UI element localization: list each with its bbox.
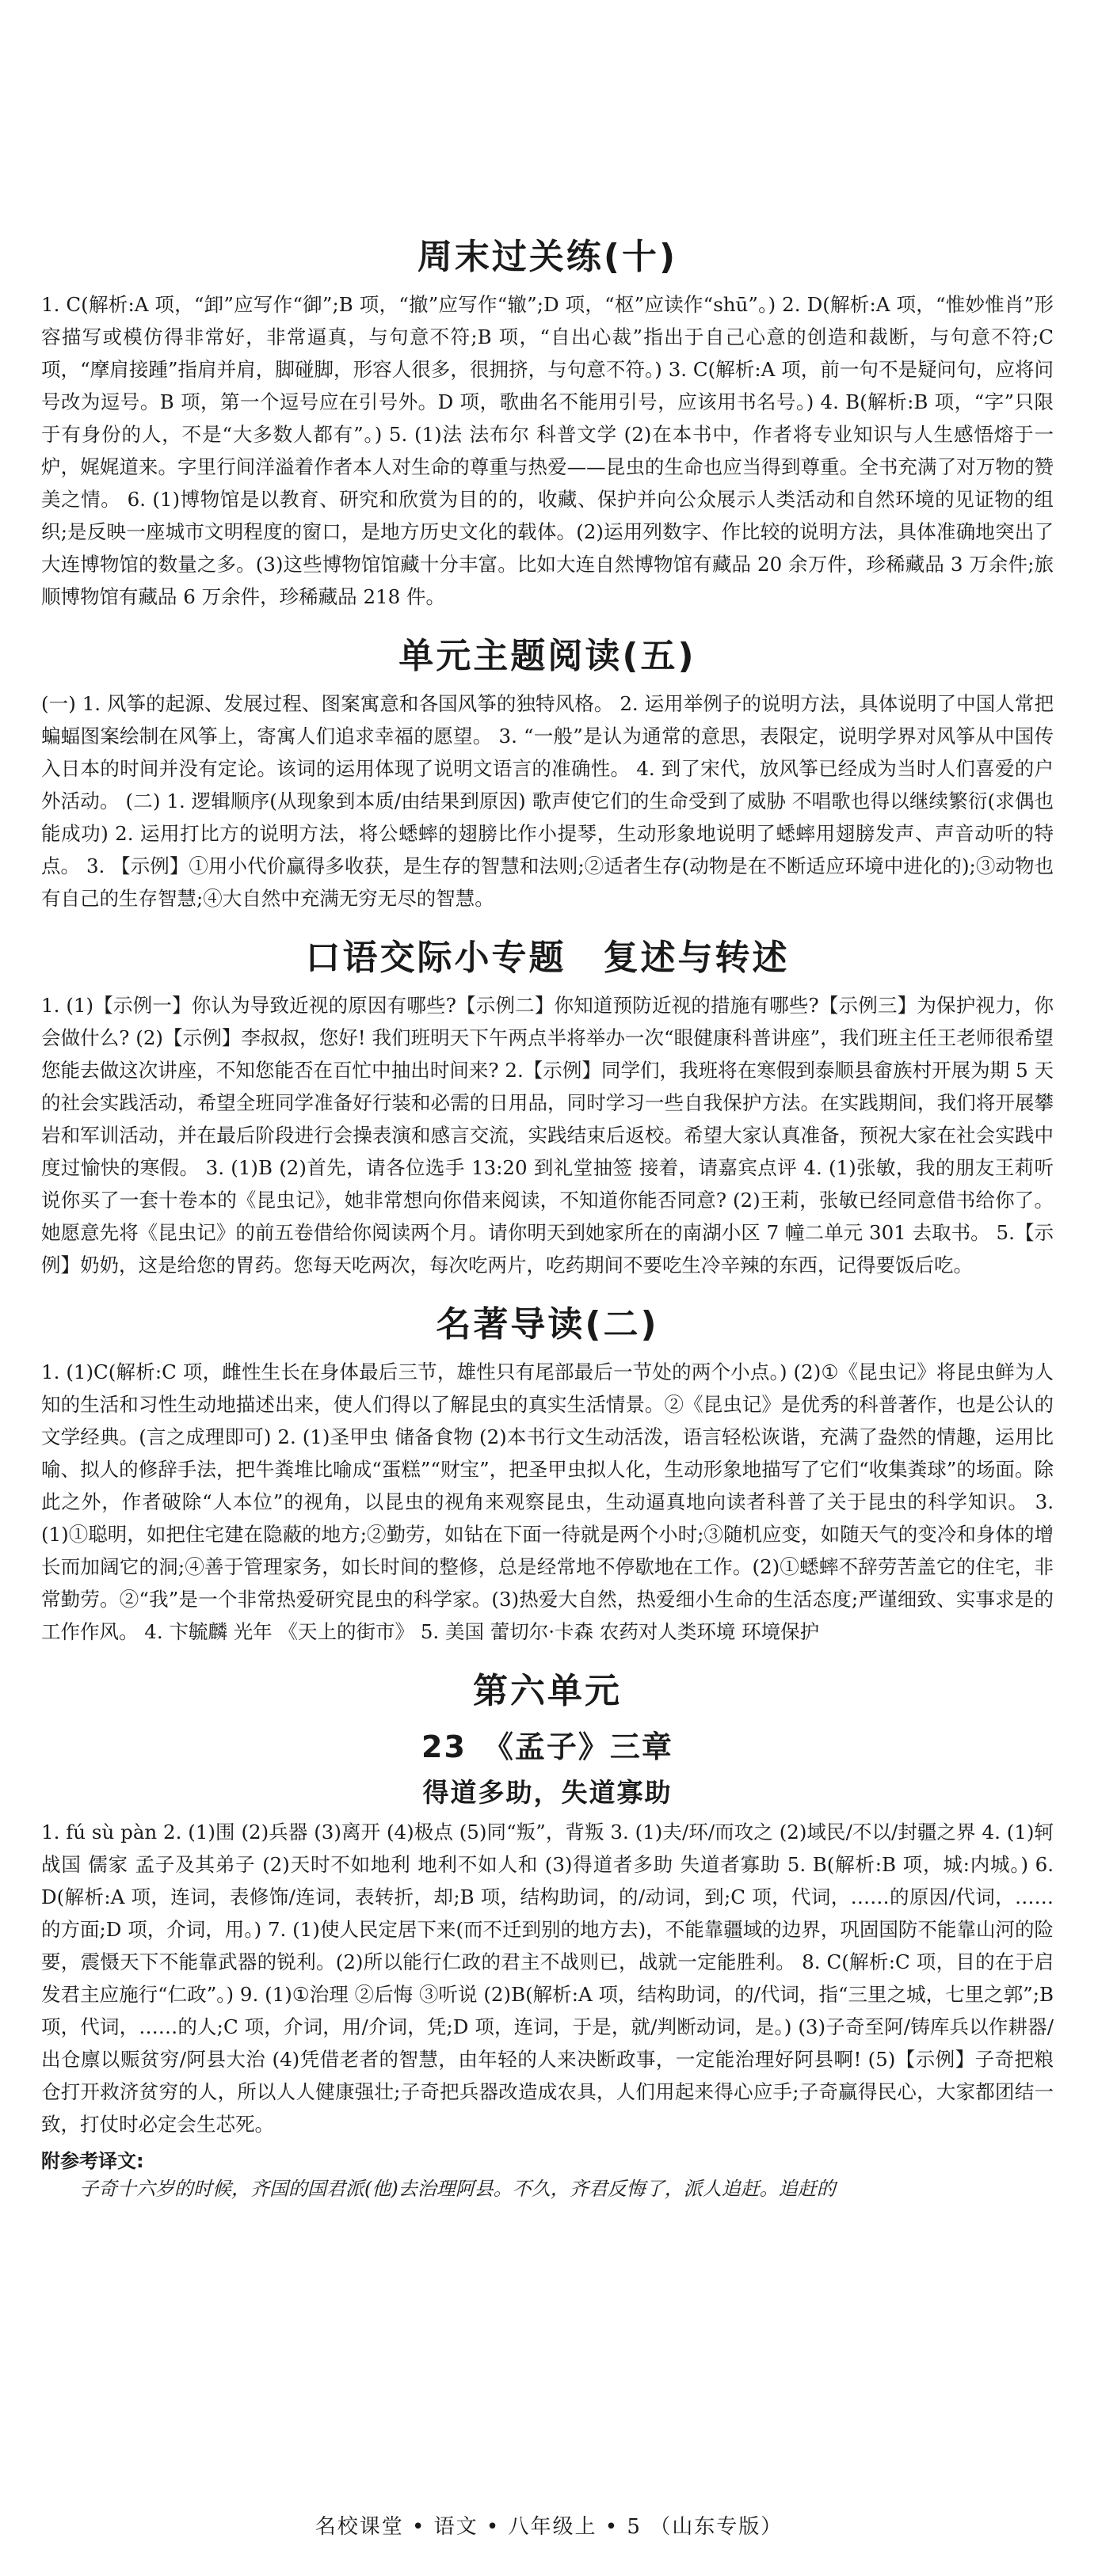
section-title-classics-guide: 名著导读(二) (436, 1304, 659, 1345)
section-title-weekend-review: 周末过关练(十) (417, 237, 678, 277)
section-title-oral-communication: 口语交际小专题 复述与转述 (305, 938, 790, 978)
appendix-label: 附参考译文: (41, 2150, 144, 2172)
page-footer: 名校课堂 • 语文 • 八年级上 • 5 （山东专版） (315, 2515, 783, 2539)
section-body-oral-communication: 1. (1)【示例一】你认为导致近视的原因有哪些?【示例二】你知道预防近视的措施有哪些?【示例三】为保护视力，你会做什么? (2)【示例】李叔叔，您好! 我们班明天下午两点半将举办一次“眼健康科普讲座”，我们班主任王老师很希望您能去做这次讲座，不知您能否在百忙中抽出时间来? 2.【示例】同学们，我班将在寒假到泰顺县畲族村开展为期 5 天的社会实践活动，希望全班同学准备好行装和必需的日用品，同时学习一些自我保护方法。在实践期间，我们将开展攀岩和军训活动，并在最后阶段进行会操表演和感言交流，实践结束后返校。希望大家认真准备，预祝大家在社会实践中度过愉快的寒假。 3. (1)B (2)首先，请各位选手 13:20 到礼堂抽签 接着，请嘉宾点评 4. (1)张敏，我的朋友王莉听说你买了一套十卷本的《昆虫记》，她非常想向你借来阅读，不知道你能否同意? (2)王莉，张敏已经同意借书给你了。她愿意先将《昆虫记》的前五卷借给你阅读两个月。请你明天到她家所在的南湖小区 7 幢二单元 301 去取书。 5.【示例】奶奶，这是给您的胃药。您每天吃两次，每次吃两片，吃药期间不要吃生冷辛辣的东西，记得要饭后吃。 (41, 994, 1054, 1277)
section-body-classics-guide: 1. (1)C(解析:C 项，雌性生长在身体最后三节，雄性只有尾部最后一节处的两个小点。) (2)①《昆虫记》将昆虫鲜为人知的生活和习性生动地描述出来，使人们得以了解昆虫的真实生活情景。②《昆虫记》是优秀的科普著作，也是公认的文学经典。(言之成理即可) 2. (1)圣甲虫 储备食物 (2)本书行文生动活泼，语言轻松诙谐，充满了盎然的情趣，运用比喻、拟人的修辞手法，把牛粪堆比喻成“蛋糕”“财宝”，把圣甲虫拟人化，生动形象地描写了它们“收集粪球”的场面。除此之外，作者破除“人本位”的视角，以昆虫的视角来观察昆虫，生动逼真地向读者科普了关于昆虫的科学知识。 3. (1)①聪明，如把住宅建在隐蔽的地方;②勤劳，如钻在下面一待就是两个小时;③随机应变，如随天气的变冷和身体的增长而加阔它的洞;④善于管理家务，如长时间的整修，总是经常地不停歇地在工作。(2)①蟋蟀不辞劳苦盖它的住宅，非常勤劳。②“我”是一个非常热爱研究昆虫的科学家。(3)热爱大自然，热爱细小生命的生活态度;严谨细致、实事求是的工作作风。 4. 卞毓麟 光年 《天上的街市》 5. 美国 蕾切尔·卡森 农药对人类环境 环境保护 (41, 1360, 1054, 1643)
lesson-title: 23 《孟子》三章 (421, 1729, 673, 1764)
lesson-subtitle: 得道多助，失道寡助 (422, 1777, 673, 1808)
section-body-mencius: 1. fú sù pàn 2. (1)围 (2)兵器 (3)离开 (4)极点 (5)同“叛”，背叛 3. (1)夫/环/而攻之 (2)域民/不以/封疆之界 4. (1)轲 战国 儒家 孟子及其弟子 (2)天时不如地利 地利不如人和 (3)得道者多助 失道者寡助 5. B(解析:B 项，城:内城。) 6. D(解析:A 项，连词，表修饰/连词，表转折，却;B 项，结构助词，的/动词，到;C 项，代词，……的原因/代词，……的方面;D 项，介词，用。) 7. (1)使人民定居下来(而不迁到别的地方去)，不能靠疆域的边界，巩固国防不能靠山河的险要，震慑天下不能靠武器的锐利。(2)所以能行仁政的君主不战则已，战就一定能胜利。 8. C(解析:C 项，目的在于启发君主应施行“仁政”。) 9. (1)①治理 ②后悔 ③听说 (2)B(解析:A 项，结构助词，的/代词，指“三里之城，七里之郭”;B 项，代词，……的人;C 项，介词，用/介词，凭;D 项，连词，于是，就/判断动词，是。) (3)子奇至阿/铸库兵以作耕器/出仓廪以赈贫穷/阿县大治 (4)凭借老者的智慧，由年轻的人来决断政事，一定能治理好阿县啊! (5)【示例】子奇把粮仓打开救济贫穷的人，所以人人健康强壮;子奇把兵器改造成农具，人们用起来得心应手;子奇赢得民心，大家都团结一致，打仗时必定会生芯死。 (41, 1821, 1054, 2136)
unit-title: 第六单元 (473, 1671, 622, 1711)
appendix-text: 子奇十六岁的时候，齐国的国君派(他)去治理阿县。不久，齐君反悔了，派人追赶。追赶的 (79, 2178, 836, 2200)
section-body-unit-reading: (一) 1. 风筝的起源、发展过程、图案寓意和各国风筝的独特风格。 2. 运用举例子的说明方法，具体说明了中国人常把蝙蝠图案绘制在风筝上，寄寓人们追求幸福的愿望。 3. “一般”是认为通常的意思，表限定，说明学界对风筝从中国传入日本的时间并没有定论。该词的运用体现了说明文语言的准确性。 4. 到了宋代，放风筝已经成为当时人们喜爱的户外活动。 (二) 1. 逻辑顺序(从现象到本质/由结果到原因) 歌声使它们的生命受到了威胁 不唱歌也得以继续繁衍(求偶也能成功) 2. 运用打比方的说明方法，将公蟋蟀的翅膀比作小提琴，生动形象地说明了蟋蟀用翅膀发声、声音动听的特点。 3. 【示例】①用小代价赢得多收获，是生存的智慧和法则;②适者生存(动物是在不断适应环境中进化的);③动物也有自己的生存智慧;④大自然中充满无穷无尽的智慧。 (41, 692, 1054, 910)
section-body-weekend-review: 1. C(解析:A 项，“卸”应写作“御”;B 项，“撤”应写作“辙”;D 项，“枢”应读作“shū”。) 2. D(解析:A 项，“惟妙惟肖”形容描写或模仿得非常好，非常逼真，与句意不符;B 项，“自出心裁”指出于自己心意的创造和裁断，与句意不符;C 项，“摩肩接踵”指肩并肩，脚碰脚，形容人很多，很拥挤，与句意不符。) 3. C(解析:A 项，前一句不是疑问句，应将问号改为逗号。B 项，第一个逗号应在引号外。D 项，歌曲名不能用引号，应该用书名号。) 4. B(解析:B 项，“字”只限于有身份的人，不是“大多数人都有”。) 5. (1)法 法布尔 科普文学 (2)在本书中，作者将专业知识与人生感悟熔于一炉，娓娓道来。字里行间洋溢着作者本人对生命的尊重与热爱——昆虫的生命也应当得到尊重。全书充满了对万物的赞美之情。 6. (1)博物馆是以教育、研究和欣赏为目的的，收藏、保护并向公众展示人类活动和自然环境的见证物的组织;是反映一座城市文明程度的窗口，是地方历史文化的载体。(2)运用列数字、作比较的说明方法，具体准确地突出了大连博物馆的数量之多。(3)这些博物馆馆藏十分丰富。比如大连自然博物馆有藏品 20 余万件，珍稀藏品 3 万余件;旅顺博物馆有藏品 6 万余件，珍稀藏品 218 件。 (41, 293, 1054, 608)
section-title-unit-reading: 单元主题阅读(五) (398, 636, 696, 676)
